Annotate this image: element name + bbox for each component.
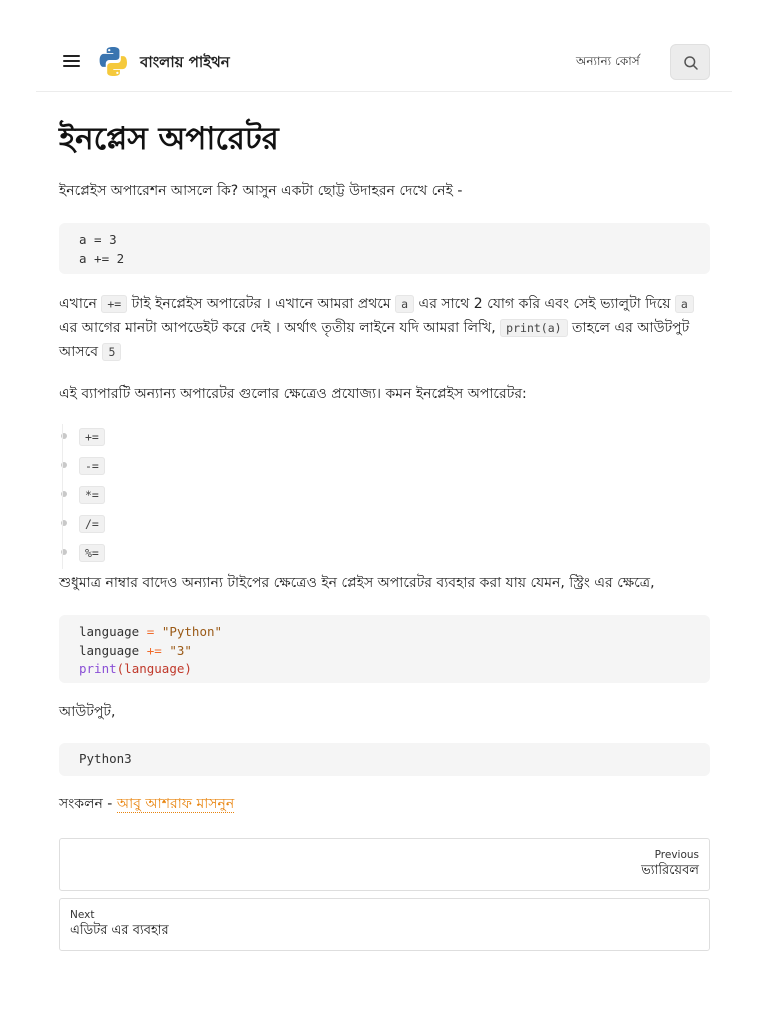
- previous-label: Previous: [654, 849, 699, 861]
- operator-code: %=: [79, 544, 105, 562]
- code-line: language = "Python": [79, 624, 223, 639]
- previous-title: ভ্যারিয়েবল: [641, 863, 699, 878]
- site-title[interactable]: বাংলায় পাইথন: [140, 53, 230, 71]
- credit-line: সংকলন - আবু আশরাফ মাসনুন: [59, 796, 235, 812]
- operator-list: [59, 424, 710, 569]
- inline-code: print(a): [500, 319, 567, 337]
- explanation-paragraph: এখানে += টাই ইনপ্লেইস অপারেটর । এখানে আমরা প্রথমে a এর সাথে 2 যোগ করি এবং সেই ভ্যালুটা দিয়ে a এর আগের মানটা আপডেইট করে দেই । অর্থাৎ তৃতীয় লাইনে যদি আমরা লিখি, print(a) তাহলে এর আউটপুট আসবে 5: [59, 292, 710, 364]
- operator-code: +=: [79, 428, 105, 446]
- inline-code: a: [395, 295, 414, 313]
- site-header: [36, 30, 732, 92]
- article-content: [59, 110, 710, 951]
- next-title: এডিটর এর ব্যবহার: [70, 923, 169, 938]
- list-item: [59, 511, 710, 540]
- list-item: [59, 482, 710, 511]
- author-link[interactable]: আবু আশরাফ মাসনুন: [116, 796, 235, 812]
- code-line: a += 2: [79, 250, 125, 266]
- output-label: আউটপুট,: [59, 704, 116, 720]
- code-line: a = 3: [79, 232, 117, 247]
- list-item: [59, 540, 710, 569]
- search-button[interactable]: [670, 44, 710, 80]
- code-block-example: [59, 223, 710, 274]
- inline-code: +=: [101, 295, 127, 313]
- string-example-paragraph: শুধুমাত্র নাম্বার বাদেও অন্যান্য টাইপের ক্ষেত্রেও ইন প্লেইস অপারেটর ব্যবহার করা যায় যেমন, স্ট্রিং এর ক্ষেত্রে,: [59, 575, 655, 591]
- next-page-link[interactable]: [59, 898, 710, 951]
- inline-code: a: [675, 295, 694, 313]
- python-logo-icon[interactable]: [97, 45, 130, 78]
- next-label: Next: [70, 909, 95, 921]
- hamburger-menu-icon[interactable]: [60, 52, 82, 70]
- list-item: [59, 424, 710, 453]
- code-line: print(language): [79, 661, 192, 676]
- search-icon: [683, 55, 699, 71]
- code-block-string: [59, 615, 710, 683]
- other-courses-link[interactable]: অন্যান্য কোর্স: [576, 54, 640, 68]
- page-title: ইনপ্লেস অপারেটর: [59, 121, 279, 157]
- code-line: language += "3": [79, 642, 192, 658]
- intro-paragraph: ইনপ্লেইস অপারেশন আসলে কি? আসুন একটা ছোট্ট উদাহরন দেখে নেই -: [59, 183, 463, 199]
- previous-page-link[interactable]: [59, 838, 710, 891]
- common-operators-paragraph: এই ব্যাপারটি অন্যান্য অপারেটর গুলোর ক্ষেত্রেও প্রযোজ্য। কমন ইনপ্লেইস অপারেটর:: [59, 386, 527, 402]
- list-item: [59, 453, 710, 482]
- code-line: Python3: [79, 751, 132, 766]
- operator-code: -=: [79, 457, 105, 475]
- operator-code: *=: [79, 486, 105, 504]
- code-block-output: [59, 743, 710, 776]
- operator-code: /=: [79, 515, 105, 533]
- inline-code: 5: [102, 343, 121, 361]
